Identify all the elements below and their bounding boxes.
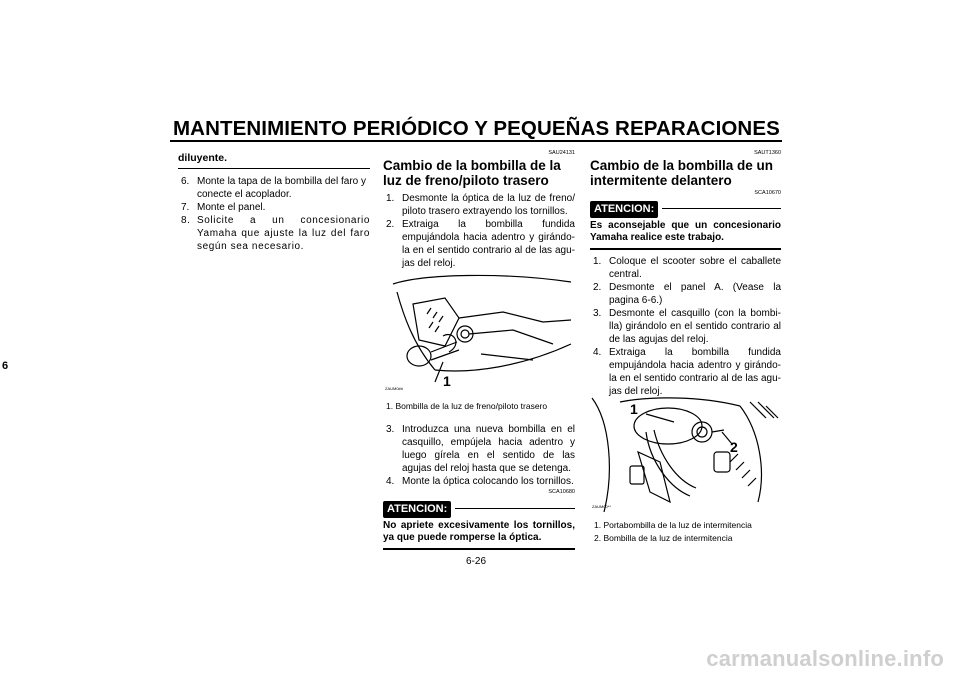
list-item: 2. Extraiga la bombilla fundida empujándola hacia adentro y girándo-la en el sentido contrario al de las agu-jas del reloj. (386, 219, 575, 269)
list-item: 1. Coloque el scooter sobre el caballete central. (593, 255, 781, 280)
caution-label: ATENCION: (590, 201, 658, 218)
caution-header (383, 499, 575, 517)
caption-1: 1. Portabombilla de la luz de intermitencia (594, 520, 752, 530)
list-item: 8. Solicite a un concesionario Yamaha que ajuste la luz del faro según sea necesario. (181, 215, 370, 252)
list-item: 7. Monte el panel. (181, 202, 266, 213)
section-code: SAUT1360 (754, 150, 781, 156)
title-rule (170, 140, 782, 142)
list-item: 4. Monte la óptica colocando los tornillos. (386, 476, 574, 487)
callout-1: 1 (443, 373, 451, 389)
page-number: 6-26 (466, 556, 487, 567)
caution-bottom-rule (590, 248, 781, 250)
watermark: carmanualsonline.info (706, 646, 944, 671)
turn-signal-figure (590, 392, 782, 516)
section-rule (178, 168, 370, 169)
list-item: 3. Introduzca una nueva bombilla en el casquillo, empújela hacia adentro y luego gírela en el sentido de las agujas del reloj hasta que se detenga. (386, 424, 575, 474)
step-list (590, 255, 781, 398)
list-item: 6. Monte la tapa de la bombilla del faro y conecte el acoplador. (181, 176, 366, 200)
figure-code: ZAUM0## (385, 386, 404, 391)
caption-2: 2. Bombilla de la luz de intermitencia (594, 533, 733, 543)
caution-rule (455, 508, 575, 509)
step-list (178, 175, 370, 253)
step-list (383, 192, 575, 270)
list-item: 4. Extraiga la bombilla fundida empujándola hacia adentro y girándo-la en el sentido contrario al de las agu-jas del reloj. (593, 346, 781, 397)
section-heading: Cambio de la bombilla de un intermitente delantero (590, 158, 774, 188)
callout-1: 1 (630, 401, 638, 417)
column-2 (383, 150, 575, 270)
caution-bottom-rule (383, 548, 575, 550)
taillight-illustration (383, 274, 575, 398)
chapter-number: 6 (2, 360, 9, 372)
column-3 (590, 150, 781, 398)
figure-captions (594, 519, 784, 545)
column-1 (178, 152, 370, 253)
caution-text: No apriete excesivamente los tornillos, ya que puede romperse la óptica. (383, 520, 575, 543)
caution-header (590, 199, 781, 217)
page-title: MANTENIMIENTO PERIÓDICO Y PEQUEÑAS REPARACIONES (173, 117, 780, 140)
step-list (383, 423, 575, 488)
continued-text: diluyente. (178, 152, 228, 164)
figure-caption: 1. Bombilla de la luz de freno/piloto trasero (386, 401, 548, 411)
caution-text: Es aconsejable que un concesionario Yamaha realice este trabajo. (590, 220, 781, 243)
section-heading: Cambio de la bombilla de la luz de freno/piloto trasero (383, 158, 561, 188)
list-item: 3. Desmonte el casquillo (con la bombi-lla) girándolo en el sentido contrario al de las agujas del reloj. (593, 307, 781, 345)
callout-2: 2 (730, 439, 738, 455)
figure-code: ZAUM00** (592, 504, 611, 509)
column-2-lower (383, 423, 575, 550)
caution-label: ATENCION: (383, 501, 451, 518)
caution-code: SCA10680 (548, 489, 575, 495)
turn-signal-illustration (590, 392, 782, 516)
taillight-figure (383, 274, 575, 398)
list-item: 2. Desmonte el panel A. (Vease la pagina 6-6.) (593, 281, 781, 306)
chapter-tab (0, 360, 10, 374)
list-item: 1. Desmonte la óptica de la luz de freno/ piloto trasero extrayendo los tornillos. (386, 193, 575, 217)
caution-code: SCA10670 (754, 190, 781, 196)
caution-rule (662, 208, 781, 209)
section-code: SAU24131 (548, 150, 575, 156)
